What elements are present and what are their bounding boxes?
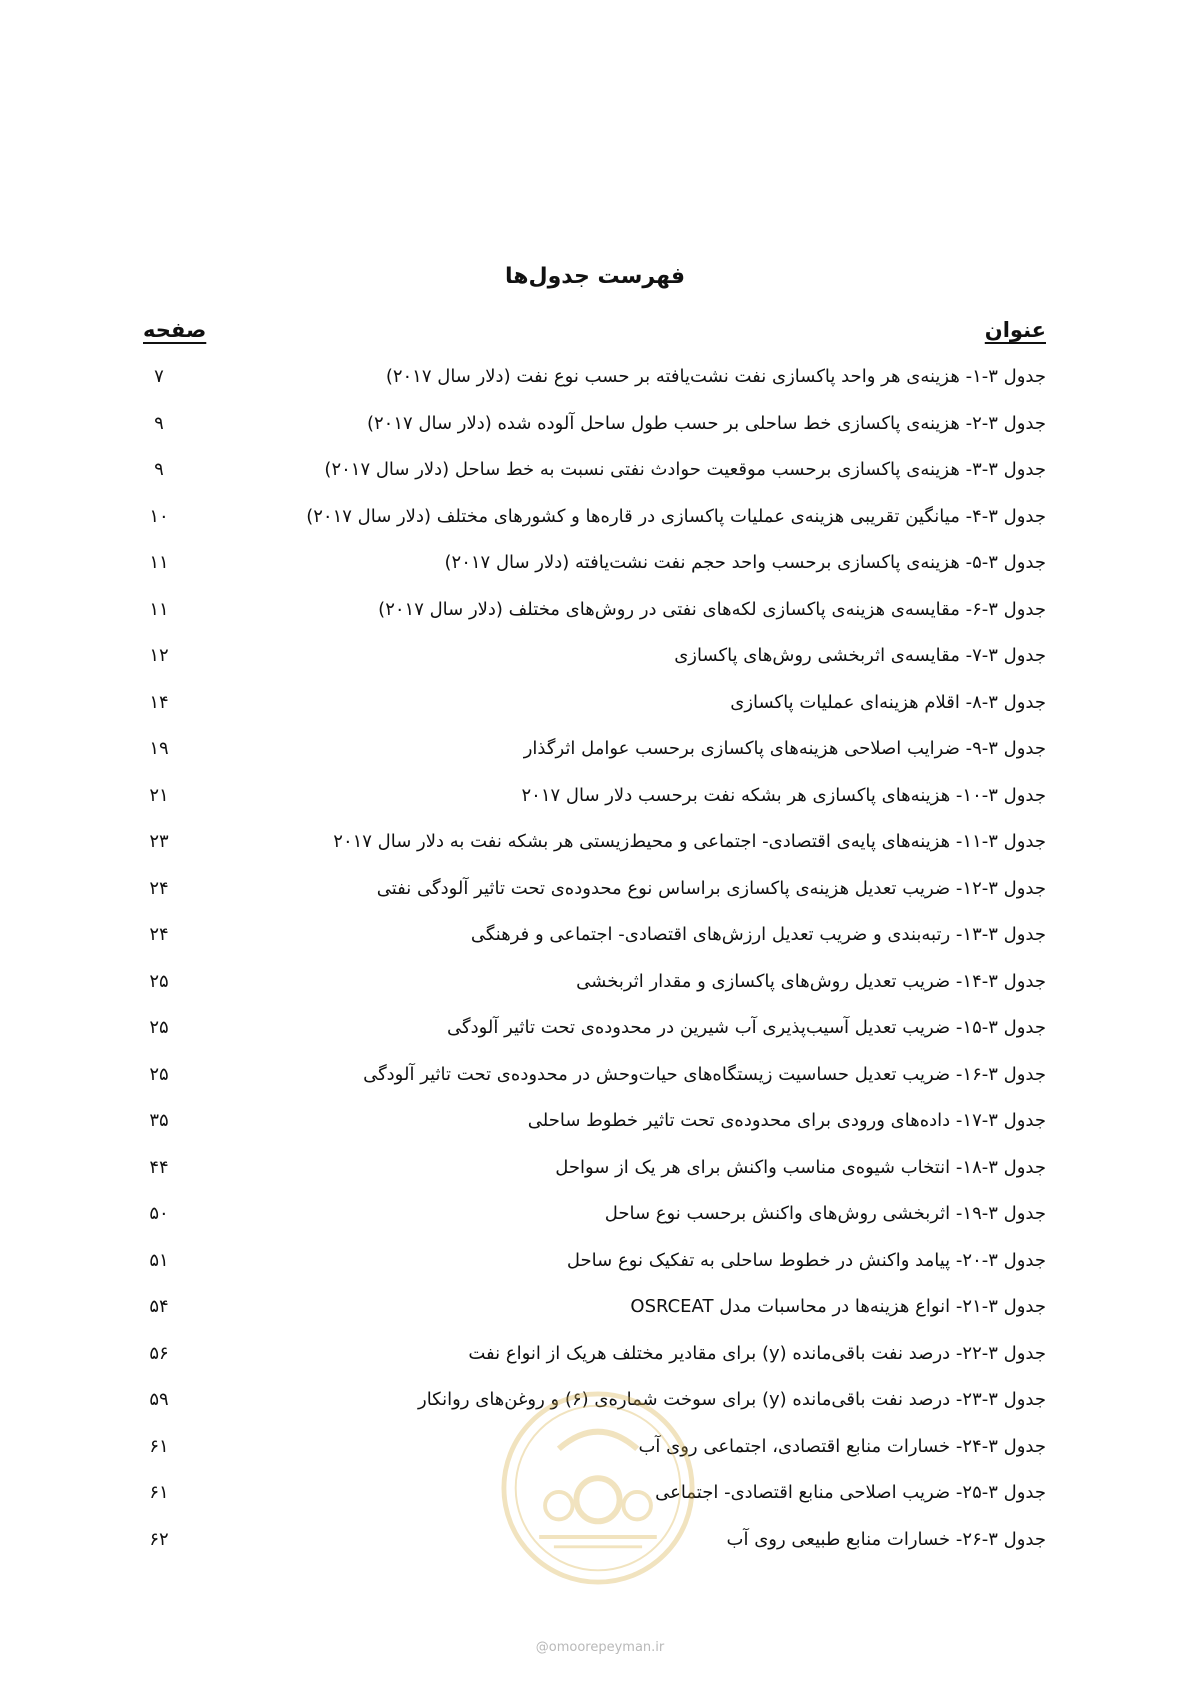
toc-entry[interactable]	[143, 1064, 1046, 1111]
toc-entry-page-number: ۲۵	[149, 1063, 169, 1085]
toc-entry-title: جدول ۳-۱۰- هزینه‌های پاکسازی هر بشکه نفت برحسب دلار سال ۲۰۱۷	[521, 784, 1046, 806]
toc-entry-title: جدول ۳-۶- مقایسه‌ی هزینه‌ی پاکسازی لکه‌های نفتی در روش‌های مختلف (دلار سال ۲۰۱۷)	[378, 598, 1046, 620]
toc-entry-page-number: ۱۰	[149, 505, 169, 527]
toc-entry[interactable]	[143, 645, 1046, 692]
toc-entry-page-number: ۵۹	[149, 1389, 169, 1410]
toc-entry[interactable]	[143, 738, 1046, 785]
toc-entry-page-number: ۱۹	[149, 738, 169, 759]
toc-entry-page-number: ۶۱	[149, 1435, 169, 1457]
toc-entry-title: جدول ۳-۱۲- ضریب تعدیل هزینه‌ی پاکسازی براساس نوع محدوده‌ی تحت تاثیر آلودگی نفتی	[376, 877, 1046, 899]
toc-entry-title: جدول ۳-۱۶- ضریب تعدیل حساسیت زیستگاه‌های حیات‌وحش در محدوده‌ی تحت تاثیر آلودگی	[363, 1063, 1046, 1085]
toc-entry[interactable]	[143, 552, 1046, 599]
toc-entry-title: جدول ۳-۲۶- خسارات منابع طبیعی روی آب	[726, 1528, 1046, 1550]
toc-entry-title: جدول ۳-۱۴- ضریب تعدیل روش‌های پاکسازی و مقدار اثربخشی	[576, 970, 1046, 992]
toc-entry-title: جدول ۳-۱۷- داده‌های ورودی برای محدوده‌ی تحت تاثیر خطوط ساحلی	[527, 1110, 1046, 1131]
toc-entry[interactable]	[143, 413, 1046, 460]
toc-entry-title: جدول ۳-۱۸- انتخاب شیوه‌ی مناسب واکنش برای هر یک از سواحل	[555, 1156, 1046, 1178]
toc-entry[interactable]	[143, 785, 1046, 832]
toc-entry[interactable]	[143, 692, 1046, 739]
toc-entry[interactable]	[143, 1296, 1046, 1343]
toc-entry[interactable]	[143, 506, 1046, 553]
toc-entry-title: جدول ۳-۲- هزینه‌ی پاکسازی خط ساحلی بر حسب طول ساحل آلوده شده (دلار سال ۲۰۱۷)	[366, 412, 1046, 434]
toc-entry-page-number: ۹	[154, 412, 164, 434]
toc-entry[interactable]	[143, 459, 1046, 506]
toc-entry[interactable]	[143, 599, 1046, 646]
toc-entry-title: جدول ۳-۱۳- رتبه‌بندی و ضریب تعدیل ارزش‌های اقتصادی- اجتماعی و فرهنگی	[470, 924, 1046, 945]
toc-entry-title: جدول ۳-۱۹- اثربخشی روش‌های واکنش برحسب نوع ساحل	[604, 1203, 1046, 1224]
column-page-header: صفحه	[143, 318, 207, 342]
toc-entry-page-number: ۵۴	[149, 1296, 169, 1317]
toc-entry-page-number: ۱۴	[149, 691, 169, 713]
toc-entry-page-number: ۲۴	[149, 877, 169, 899]
toc-entry-page-number: ۲۱	[149, 784, 169, 806]
toc-entry-title: جدول ۳-۲۵- ضریب اصلاحی منابع اقتصادی- اجتماعی	[655, 1482, 1046, 1503]
toc-entry-page-number: ۲۵	[149, 970, 169, 992]
toc-entry[interactable]	[143, 1017, 1046, 1064]
column-title-header: عنوان	[984, 318, 1046, 342]
watermark-site-text: @omoorepeyman.ir	[535, 1640, 665, 1655]
toc-entry-page-number: ۶۲	[149, 1528, 169, 1550]
toc-entry-title: جدول ۳-۱- هزینه‌ی هر واحد پاکسازی نفت نشت‌یافته بر حسب نوع نفت (دلار سال ۲۰۱۷)	[385, 366, 1046, 387]
toc-entry-title: جدول ۳-۴- میانگین تقریبی هزینه‌ی عملیات پاکسازی در قاره‌ها و کشورهای مختلف (دلار سال ۲۰۱۷)	[306, 505, 1046, 527]
watermark-seal-icon	[500, 1390, 696, 1586]
toc-entry[interactable]	[143, 366, 1046, 413]
toc-entry-page-number: ۵۶	[149, 1342, 169, 1364]
toc-entry[interactable]	[143, 831, 1046, 878]
toc-entry-title: جدول ۳-۹- ضرایب اصلاحی هزینه‌های پاکسازی برحسب عوامل اثرگذار	[523, 738, 1046, 759]
toc-entry-page-number: ۵۱	[149, 1249, 169, 1271]
toc-entry-page-number: ۲۳	[149, 831, 169, 852]
toc-entry[interactable]	[143, 1157, 1046, 1204]
toc-entry-page-number: ۹	[154, 459, 164, 480]
toc-entry-page-number: ۳۵	[149, 1110, 169, 1131]
toc-entry[interactable]	[143, 971, 1046, 1018]
toc-entry[interactable]	[143, 878, 1046, 925]
toc-entry-title: جدول ۳-۲۲- درصد نفت باقی‌مانده (y) برای مقادیر مختلف هریک از انواع نفت	[468, 1342, 1046, 1364]
toc-entry-title: جدول ۳-۲۱- انواع هزینه‌ها در محاسبات مدل OSRCEAT	[630, 1296, 1046, 1317]
toc-entry-title: جدول ۳-۳- هزینه‌ی پاکسازی برحسب موقعیت حوادث نفتی نسبت به خط ساحل (دلار سال ۲۰۱۷)	[324, 459, 1046, 480]
toc-entry-page-number: ۲۵	[149, 1017, 169, 1038]
toc-entry[interactable]	[143, 924, 1046, 971]
toc-entry-page-number: ۵۰	[149, 1203, 169, 1224]
toc-entry[interactable]	[143, 1110, 1046, 1157]
page-title: فهرست جدول‌ها	[504, 264, 686, 289]
toc-entry[interactable]	[143, 1343, 1046, 1390]
toc-entry-page-number: ۱۱	[149, 598, 169, 620]
toc-entry-page-number: ۷	[154, 366, 164, 387]
toc-entry-page-number: ۱۲	[149, 645, 169, 666]
toc-header	[143, 318, 1046, 348]
toc-entry-title: جدول ۳-۲۳- درصد نفت باقی‌مانده (y) برای سوخت شماره‌ی (۶) و روغن‌های روانکار	[418, 1389, 1046, 1410]
toc-entry-page-number: ۲۴	[149, 924, 169, 945]
toc-entry-title: جدول ۳-۲۰- پیامد واکنش در خطوط ساحلی به تفکیک نوع ساحل	[566, 1249, 1046, 1271]
toc-entry-title: جدول ۳-۷- مقایسه‌ی اثربخشی روش‌های پاکسازی	[674, 645, 1046, 666]
toc-entry-page-number: ۱۱	[149, 552, 169, 573]
toc-entry-title: جدول ۳-۵- هزینه‌ی پاکسازی برحسب واحد حجم نفت نشت‌یافته (دلار سال ۲۰۱۷)	[444, 552, 1046, 573]
toc-entry-title: جدول ۳-۸- اقلام هزینه‌ای عملیات پاکسازی	[730, 691, 1046, 713]
toc-entry-page-number: ۶۱	[149, 1482, 169, 1503]
toc-entry[interactable]	[143, 1203, 1046, 1250]
toc-entry-page-number: ۴۴	[149, 1156, 169, 1178]
toc-entry-title: جدول ۳-۲۴- خسارات منابع اقتصادی، اجتماعی روی آب	[638, 1435, 1046, 1457]
toc-entry-title: جدول ۳-۱۵- ضریب تعدیل آسیب‌پذیری آب شیرین در محدوده‌ی تحت تاثیر آلودگی	[447, 1017, 1046, 1038]
toc-entry[interactable]	[143, 1250, 1046, 1297]
toc-entry-title: جدول ۳-۱۱- هزینه‌های پایه‌ی اقتصادی- اجتماعی و محیط‌زیستی هر بشکه نفت به دلار سال ۲۰۱۷	[333, 831, 1046, 852]
